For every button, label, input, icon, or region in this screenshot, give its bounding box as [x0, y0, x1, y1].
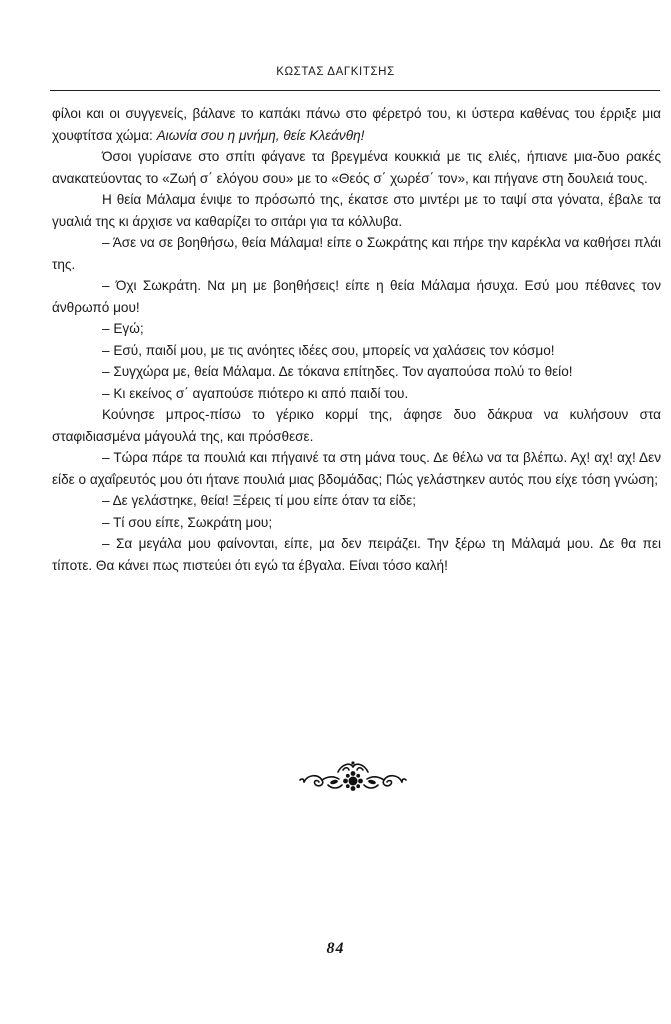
paragraph-14: – Σα μεγάλα μου φαίνονται, είπε, μα δεν πειράζει. Την ξέρω τη Μάλαμά μου. Δε θα πει τίποτε. Θα κάνει πως πιστεύει ότι εγώ τα έβγαλα. Είναι τόσο καλή! [52, 536, 661, 573]
paragraph-11: – Τώρα πάρε τα πουλιά και πήγαινέ τα στη μάνα τους. Δε θέλω να τα βλέπω. Αχ! αχ! αχ! Δεν είδε ο αχαΐρευτός μου ότι ήτανε πουλιά μιας βδομάδας; Πώς γελάστηκεν αυτός που είχε τόση γνώση; [52, 450, 661, 487]
paragraph-8: – Συγχώρα με, θεία Μάλαμα. Δε τόκανα επίτηδες. Τον αγαπούσα πολύ το θείο! [102, 364, 573, 379]
page-body [52, 103, 661, 576]
paragraph-2: Όσοι γυρίσανε στο σπίτι φάγανε τα βρεγμένα κουκκιά με τις ελιές, ήπιανε μια-δυο ρακές ανακατεύοντας το «Ζωή σ΄ ελόγου σου» με το «Θεός σ΄ χωρέσ΄ τον», και πήγανε στη δουλειά τους. [52, 149, 661, 186]
paragraph-10: Κούνησε μπρος-πίσω το γέρικο κορμί της, άφησε δυο δάκρυα να κυλήσουν στα σταφιδιασμένα μάγουλά της, και πρόσθεσε. [52, 407, 661, 444]
paragraph-1-italic: Αιωνία σου η μνήμη, θείε Κλεάνθη! [156, 127, 365, 143]
paragraph-5: – Όχι Σωκράτη. Να μη με βοηθήσεις! είπε η θεία Μάλαμα ήσυχα. Εσύ μου πέθανες τον άνθρωπό μου! [52, 278, 661, 315]
paragraph-1-text: φίλοι και οι συγγενείς, βάλανε το καπάκι πάνω στο φέρετρό του, κι ύστερα καθένας του έρριξε μια χουφτίτσα χώμα: [52, 106, 661, 143]
paragraph-7: – Εσύ, παιδί μου, με τις ανόητες ιδέες σου, μπορείς να χαλάσεις τον κόσμο! [102, 342, 555, 358]
ornamental-flourish-icon [298, 758, 408, 794]
paragraph-6: – Εγώ; [102, 321, 144, 336]
paragraph-3: Η θεία Μάλαμα ένιψε το πρόσωπό της, έκατσε στο μιντέρι με το ταψί στα γόνατα, έβαλε τα γυαλιά της κι άρχισε να καθαρίζει το σιτάρι για τα κόλλυβα. [52, 192, 661, 229]
running-header: ΚΩΣΤΑΣ ΔΑΓΚΙΤΣΗΣ [276, 66, 395, 78]
paragraph-1 [52, 103, 661, 146]
paragraph-4: – Άσε να σε βοηθήσω, θεία Μάλαμα! είπε ο Σωκράτης και πήρε την καρέκλα να καθήσει πλάι της. [52, 235, 661, 272]
paragraph-13: – Τί σου είπε, Σωκράτη μου; [102, 514, 273, 530]
header-rule [50, 90, 660, 91]
page-number: 84 [326, 940, 345, 957]
paragraph-12: – Δε γελάστηκε, θεία! Ξέρεις τί μου είπε όταν τα είδε; [102, 493, 416, 508]
paragraph-9: – Κι εκείνος σ΄ αγαπούσε πιότερο κι από παιδί του. [102, 385, 409, 401]
